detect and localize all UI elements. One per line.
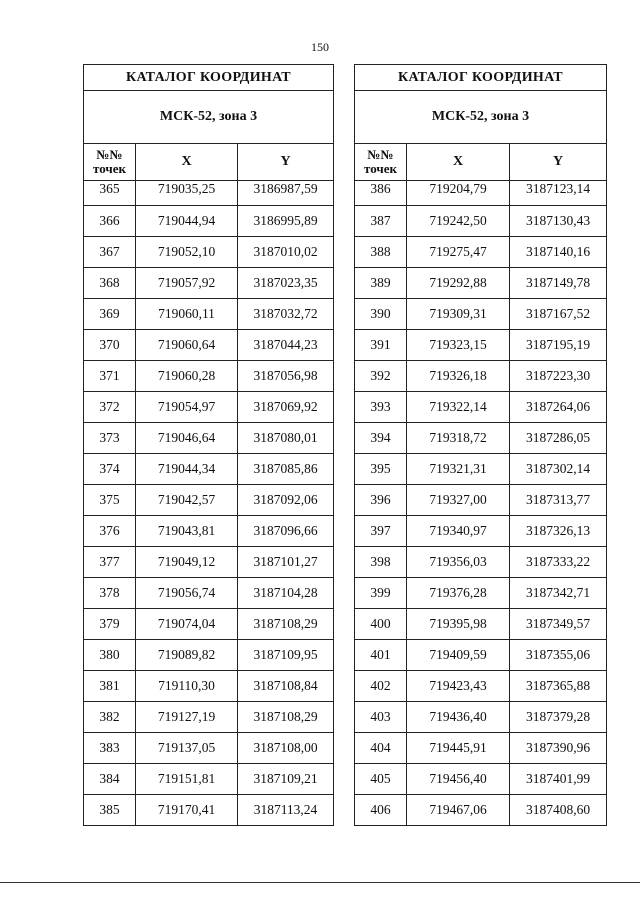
table-row [355,702,607,733]
table-row [84,423,334,454]
column-header-point-number: №№ точек [84,144,136,181]
point-number-cell: 383 [84,733,136,764]
table-row [84,547,334,578]
table-row [84,299,334,330]
point-number-cell: 395 [355,454,407,485]
point-number-cell: 394 [355,423,407,454]
column-header-point-number: №№ точек [355,144,407,181]
x-coordinate-cell: 719057,92 [136,268,238,299]
column-header-x: X [136,144,238,181]
table-row [355,795,607,826]
x-coordinate-cell: 719035,25 [136,181,238,206]
x-coordinate-cell: 719060,11 [136,299,238,330]
point-number-cell: 372 [84,392,136,423]
x-coordinate-cell: 719318,72 [407,423,510,454]
table-row [355,237,607,268]
point-number-cell: 387 [355,206,407,237]
point-number-cell: 399 [355,578,407,609]
column-header-y: Y [238,144,334,181]
table-row [355,578,607,609]
point-number-cell: 390 [355,299,407,330]
point-number-cell: 388 [355,237,407,268]
x-coordinate-cell: 719060,64 [136,330,238,361]
coordinate-catalog-table-right [354,64,607,826]
y-coordinate-cell: 3187286,05 [510,423,607,454]
x-coordinate-cell: 719044,34 [136,454,238,485]
point-number-cell: 401 [355,640,407,671]
y-coordinate-cell: 3187123,14 [510,181,607,206]
point-number-cell: 404 [355,733,407,764]
point-number-cell: 368 [84,268,136,299]
table-row [355,640,607,671]
point-number-cell: 403 [355,702,407,733]
x-coordinate-cell: 719326,18 [407,361,510,392]
x-coordinate-cell: 719204,79 [407,181,510,206]
page-number: 150 [311,40,329,54]
y-coordinate-cell: 3187149,78 [510,268,607,299]
x-coordinate-cell: 719242,50 [407,206,510,237]
table-row [355,764,607,795]
point-number-cell: 382 [84,702,136,733]
x-coordinate-cell: 719423,43 [407,671,510,702]
x-coordinate-cell: 719436,40 [407,702,510,733]
y-coordinate-cell: 3187109,21 [238,764,334,795]
x-coordinate-cell: 719049,12 [136,547,238,578]
y-coordinate-cell: 3186995,89 [238,206,334,237]
table-row [355,181,607,206]
table-row [355,423,607,454]
point-number-cell: 376 [84,516,136,547]
y-coordinate-cell: 3187101,27 [238,547,334,578]
point-number-cell: 375 [84,485,136,516]
x-coordinate-cell: 719052,10 [136,237,238,268]
table-row [355,361,607,392]
y-coordinate-cell: 3187302,14 [510,454,607,485]
y-coordinate-cell: 3187355,06 [510,640,607,671]
x-coordinate-cell: 719275,47 [407,237,510,268]
table-row [355,454,607,485]
x-coordinate-cell: 719074,04 [136,609,238,640]
x-coordinate-cell: 719292,88 [407,268,510,299]
table-row [84,237,334,268]
table-row [84,609,334,640]
column-header-y: Y [510,144,607,181]
y-coordinate-cell: 3187108,29 [238,609,334,640]
x-coordinate-cell: 719467,06 [407,795,510,826]
table-row [355,392,607,423]
table-row [84,361,334,392]
point-number-cell: 379 [84,609,136,640]
x-coordinate-cell: 719323,15 [407,330,510,361]
column-header-x: X [407,144,510,181]
y-coordinate-cell: 3187104,28 [238,578,334,609]
table-row [84,485,334,516]
point-number-cell: 374 [84,454,136,485]
table-row [84,330,334,361]
point-number-cell: 396 [355,485,407,516]
y-coordinate-cell: 3187264,06 [510,392,607,423]
y-coordinate-cell: 3187326,13 [510,516,607,547]
y-coordinate-cell: 3187390,96 [510,733,607,764]
y-coordinate-cell: 3187109,95 [238,640,334,671]
x-coordinate-cell: 719340,97 [407,516,510,547]
x-coordinate-cell: 719321,31 [407,454,510,485]
x-coordinate-cell: 719409,59 [407,640,510,671]
y-coordinate-cell: 3187408,60 [510,795,607,826]
x-coordinate-cell: 719137,05 [136,733,238,764]
x-coordinate-cell: 719456,40 [407,764,510,795]
y-coordinate-cell: 3187195,19 [510,330,607,361]
y-coordinate-cell: 3186987,59 [238,181,334,206]
table-row [355,733,607,764]
coordinate-system-zone: МСК-52, зона 3 [84,91,334,144]
table-row [84,454,334,485]
table-row [355,206,607,237]
y-coordinate-cell: 3187140,16 [510,237,607,268]
point-number-cell: 405 [355,764,407,795]
table-row [84,764,334,795]
table-row [84,702,334,733]
point-number-cell: 402 [355,671,407,702]
x-coordinate-cell: 719046,64 [136,423,238,454]
table-body [355,181,607,826]
y-coordinate-cell: 3187379,28 [510,702,607,733]
y-coordinate-cell: 3187010,02 [238,237,334,268]
table-row [84,733,334,764]
x-coordinate-cell: 719127,19 [136,702,238,733]
point-number-cell: 406 [355,795,407,826]
y-coordinate-cell: 3187167,52 [510,299,607,330]
y-coordinate-cell: 3187113,24 [238,795,334,826]
point-number-cell: 381 [84,671,136,702]
table-row [355,485,607,516]
coordinate-catalog-table-left [83,64,334,826]
x-coordinate-cell: 719054,97 [136,392,238,423]
point-number-cell: 365 [84,181,136,206]
table-row [84,578,334,609]
y-coordinate-cell: 3187365,88 [510,671,607,702]
point-number-cell: 391 [355,330,407,361]
point-number-cell: 389 [355,268,407,299]
y-coordinate-cell: 3187023,35 [238,268,334,299]
y-coordinate-cell: 3187313,77 [510,485,607,516]
y-coordinate-cell: 3187349,57 [510,609,607,640]
table-row [355,671,607,702]
y-coordinate-cell: 3187096,66 [238,516,334,547]
y-coordinate-cell: 3187056,98 [238,361,334,392]
table-row [355,330,607,361]
y-coordinate-cell: 3187108,84 [238,671,334,702]
catalog-title: КАТАЛОГ КООРДИНАТ [355,65,607,91]
y-coordinate-cell: 3187032,72 [238,299,334,330]
y-coordinate-cell: 3187044,23 [238,330,334,361]
y-coordinate-cell: 3187223,30 [510,361,607,392]
x-coordinate-cell: 719327,00 [407,485,510,516]
x-coordinate-cell: 719322,14 [407,392,510,423]
y-coordinate-cell: 3187333,22 [510,547,607,578]
footer-divider [0,882,640,883]
point-number-cell: 385 [84,795,136,826]
table-row [84,268,334,299]
point-number-cell: 386 [355,181,407,206]
x-coordinate-cell: 719044,94 [136,206,238,237]
table-row [355,268,607,299]
y-coordinate-cell: 3187069,92 [238,392,334,423]
table-row [84,671,334,702]
y-coordinate-cell: 3187130,43 [510,206,607,237]
point-number-cell: 377 [84,547,136,578]
y-coordinate-cell: 3187108,00 [238,733,334,764]
point-number-cell: 392 [355,361,407,392]
table-row [84,640,334,671]
point-number-cell: 378 [84,578,136,609]
y-coordinate-cell: 3187401,99 [510,764,607,795]
table-row [355,299,607,330]
y-coordinate-cell: 3187092,06 [238,485,334,516]
point-number-cell: 384 [84,764,136,795]
x-coordinate-cell: 719151,81 [136,764,238,795]
table-row [84,206,334,237]
point-number-cell: 369 [84,299,136,330]
table-row [84,181,334,206]
coordinate-system-zone: МСК-52, зона 3 [355,91,607,144]
point-number-cell: 367 [84,237,136,268]
x-coordinate-cell: 719060,28 [136,361,238,392]
x-coordinate-cell: 719395,98 [407,609,510,640]
x-coordinate-cell: 719043,81 [136,516,238,547]
table-row [355,609,607,640]
y-coordinate-cell: 3187342,71 [510,578,607,609]
point-number-cell: 380 [84,640,136,671]
point-number-cell: 393 [355,392,407,423]
x-coordinate-cell: 719056,74 [136,578,238,609]
x-coordinate-cell: 719170,41 [136,795,238,826]
point-number-cell: 366 [84,206,136,237]
catalog-title: КАТАЛОГ КООРДИНАТ [84,65,334,91]
table-row [84,392,334,423]
point-number-cell: 373 [84,423,136,454]
table-row [355,547,607,578]
table-row [355,516,607,547]
y-coordinate-cell: 3187108,29 [238,702,334,733]
table-body [84,181,334,826]
x-coordinate-cell: 719110,30 [136,671,238,702]
point-number-cell: 370 [84,330,136,361]
x-coordinate-cell: 719042,57 [136,485,238,516]
x-coordinate-cell: 719309,31 [407,299,510,330]
x-coordinate-cell: 719445,91 [407,733,510,764]
point-number-cell: 397 [355,516,407,547]
point-number-cell: 400 [355,609,407,640]
table-row [84,516,334,547]
y-coordinate-cell: 3187080,01 [238,423,334,454]
x-coordinate-cell: 719376,28 [407,578,510,609]
x-coordinate-cell: 719356,03 [407,547,510,578]
table-row [84,795,334,826]
point-number-cell: 371 [84,361,136,392]
point-number-cell: 398 [355,547,407,578]
x-coordinate-cell: 719089,82 [136,640,238,671]
y-coordinate-cell: 3187085,86 [238,454,334,485]
